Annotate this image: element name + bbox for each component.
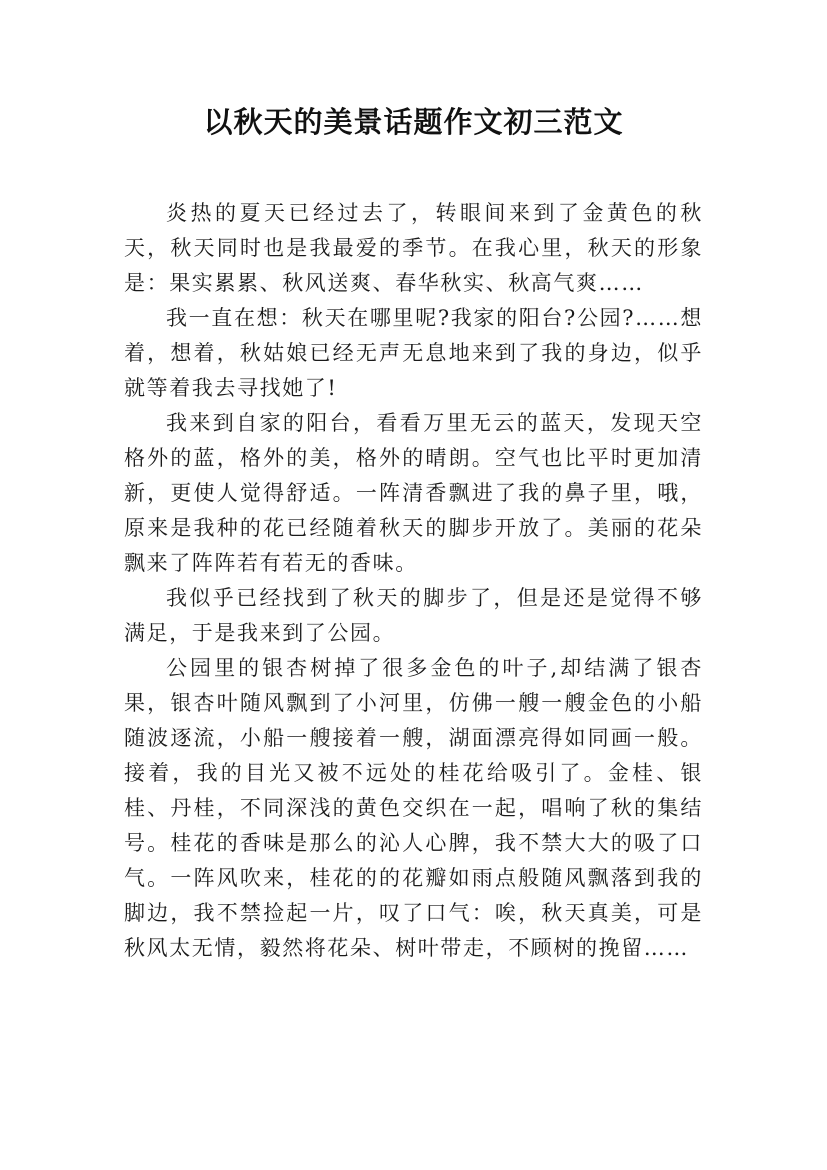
document-title: 以秋天的美景话题作文初三范文	[203, 105, 624, 139]
document-body	[124, 196, 703, 966]
paragraph: 我一直在想：秋天在哪里呢?我家的阳台?公园?……想着，想着，秋姑娘已经无声无息地来到了我的身边，似乎就等着我去寻找她了!	[124, 306, 703, 400]
paragraph: 我似乎已经找到了秋天的脚步了，但是还是觉得不够满足，于是我来到了公园。	[124, 586, 703, 645]
paragraph: 炎热的夏天已经过去了，转眼间来到了金黄色的秋天，秋天同时也是我最爱的季节。在我心里，秋天的形象是：果实累累、秋风送爽、春华秋实、秋高气爽……	[124, 201, 703, 295]
paragraph: 公园里的银杏树掉了很多金色的叶子,却结满了银杏果，银杏叶随风飘到了小河里，仿佛一艘一艘金色的小船随波逐流，小船一艘接着一艘，湖面漂亮得如同画一般。接着，我的目光又被不远处的桂花给吸引了。金桂、银桂、丹桂，不同深浅的黄色交织在一起，唱响了秋的集结号。桂花的香味是那么的沁人心脾，我不禁大大的吸了口气。一阵风吹来，桂花的的花瓣如雨点般随风飘落到我的脚边，我不禁捡起一片，叹了口气：唉，秋天真美，可是秋风太无情，毅然将花朵、树叶带走，不顾树的挽留……	[124, 656, 703, 960]
paragraph: 我来到自家的阳台，看看万里无云的蓝天，发现天空格外的蓝，格外的美，格外的晴朗。空气也比平时更加清新，更使人觉得舒适。一阵清香飘进了我的鼻子里，哦，原来是我种的花已经随着秋天的脚步开放了。美丽的花朵飘来了阵阵若有若无的香味。	[124, 411, 703, 575]
